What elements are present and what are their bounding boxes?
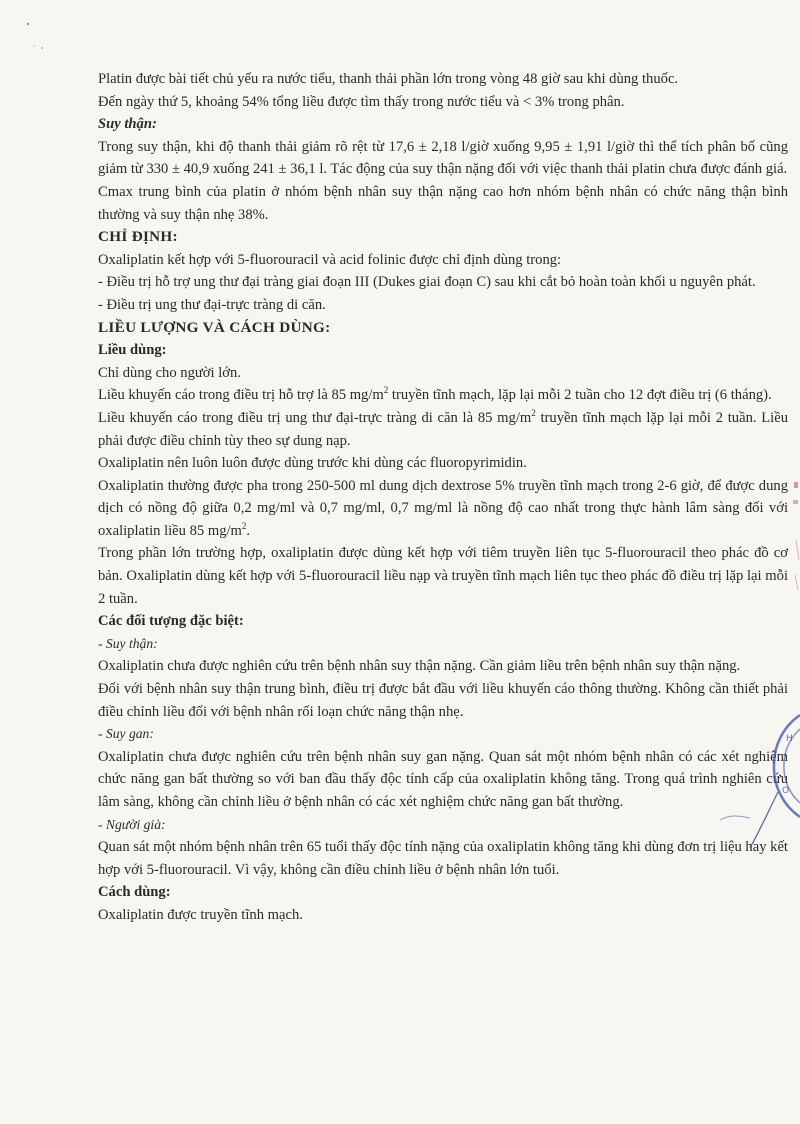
text-run: Liều khuyến cáo trong điều trị ung thư đại-trực tràng di căn là 85 mg/m bbox=[98, 409, 532, 426]
paragraph: Trong phần lớn trường hợp, oxaliplatin được dùng kết hợp với tiêm truyền liên tục 5-fluorouracil theo phác đồ cơ bản. Oxaliplatin dùng kết hợp với 5-fluorouracil liều nạp và truyền tĩnh mạch liên tục theo phác đồ điều trị lặp lại mỗi 2 tuần. bbox=[98, 545, 788, 607]
signature-stroke bbox=[700, 790, 780, 855]
paragraph bbox=[98, 475, 788, 543]
paragraph: Trong suy thận, khi độ thanh thải giảm rõ rệt từ 17,6 ± 2,18 l/giờ xuống 9,95 ± 1,91 l/giờ thì thể tích phân bố cũng giảm từ 330 ± 40,9 xuống 241 ± 36,1 l. Tác động của suy thận nặng đối với việc thanh thải platin chưa được đánh giá. bbox=[98, 138, 788, 178]
paragraph bbox=[98, 407, 788, 452]
edge-color-mark bbox=[786, 470, 800, 615]
paragraph: Quan sát một nhóm bệnh nhân trên 65 tuổi thấy độc tính nặng của oxaliplatin không tăng khi dùng đơn trị liệu hay kết hợp với 5-fluorouracil. Vì vậy, không cần điều chỉnh liều ở bệnh nhân lớn tuổi. bbox=[98, 839, 788, 878]
svg-text:H: H bbox=[786, 734, 793, 744]
paragraph: Oxaliplatin được truyền tĩnh mạch. bbox=[98, 906, 303, 923]
heading-lieu-dung: Liều dùng: bbox=[98, 342, 167, 359]
subheading-suy-than: - Suy thận: bbox=[98, 635, 158, 651]
paragraph: Đến ngày thứ 5, khoảng 54% tổng liều được tìm thấy trong nước tiểu và < 3% trong phân. bbox=[98, 93, 625, 110]
svg-text:O: O bbox=[782, 786, 790, 796]
paragraph: Platin được bài tiết chủ yếu ra nước tiểu, thanh thải phần lớn trong vòng 48 giờ sau khi dùng thuốc. bbox=[98, 71, 679, 87]
heading-lieu-luong: LIỀU LƯỢNG VÀ CÁCH DÙNG: bbox=[98, 318, 331, 336]
subheading-suy-gan: - Suy gan: bbox=[98, 726, 154, 742]
text-run: . bbox=[246, 522, 251, 539]
list-item: - Điều trị ung thư đại-trực tràng di căn. bbox=[98, 296, 326, 313]
paragraph: Đối với bệnh nhân suy thận trung bình, điều trị được bắt đầu với liều khuyến cáo thông thường. Không cần thiết phải điều chỉnh liều đối với bệnh nhân rối loạn chức năng thận nhẹ. bbox=[98, 681, 788, 720]
scan-specks bbox=[22, 20, 62, 65]
paragraph bbox=[98, 384, 788, 407]
list-item: - Điều trị hỗ trợ ung thư đại tràng giai đoạn III (Dukes giai đoạn C) sau khi cắt bỏ hoàn toàn khối u nguyên phát. bbox=[98, 274, 756, 291]
paragraph: Oxaliplatin chưa được nghiên cứu trên bệnh nhân suy gan nặng. Quan sát một nhóm bệnh nhân có các xét nghiệm chức năng gan bất thường so với ban đầu thấy độc tính cấp của oxaliplatin không tăng. Trong quá trình nghiên cứu lâm sàng, không cần chỉnh liều ở bệnh nhân có các xét nghiệm chức năng gan bất thường. bbox=[98, 748, 788, 810]
text-run: Oxaliplatin thường được pha trong 250-500 ml dung dịch dextrose 5% truyền tĩnh mạch trong 2-6 giờ, để được dung dịch có nồng độ giữa 0,2 mg/ml và 0,7 mg/ml, 0,7 mg/ml là nồng độ cao nhất trong thực hành lâm sàng đối với oxaliplatin liều 85 mg/m bbox=[98, 477, 788, 539]
heading-suy-than: Suy thận: bbox=[98, 116, 157, 133]
heading-chi-dinh: CHỈ ĐỊNH: bbox=[98, 228, 178, 246]
heading-doi-tuong-dac-biet: Các đối tượng đặc biệt: bbox=[98, 613, 244, 630]
text-run: Liều khuyến cáo trong điều trị hỗ trợ là 85 mg/m bbox=[98, 387, 384, 404]
subheading-nguoi-gia: - Người già: bbox=[98, 816, 166, 832]
superscript: 2 bbox=[383, 385, 389, 396]
paragraph: Cmax trung bình của platin ở nhóm bệnh nhân suy thận nặng cao hơn nhóm bệnh nhân có chức năng thận bình thường và suy thận nhẹ 38%. bbox=[98, 183, 788, 223]
heading-cach-dung: Cách dùng: bbox=[98, 884, 171, 901]
superscript: 2 bbox=[241, 521, 247, 532]
document-body bbox=[98, 68, 788, 927]
paragraph: Chỉ dùng cho người lớn. bbox=[98, 364, 241, 381]
paragraph: Oxaliplatin nên luôn luôn được dùng trước khi dùng các fluoropyrimidin. bbox=[98, 455, 527, 472]
text-run: truyền tĩnh mạch lặp lại mỗi 2 tuần. Liều phải được điều chỉnh tùy theo sự dung nạp. bbox=[98, 409, 789, 449]
paragraph: Oxaliplatin chưa được nghiên cứu trên bệnh nhân suy thận nặng. Cần giảm liều trên bệnh nhân suy thận nặng. bbox=[98, 658, 741, 675]
text-run: truyền tĩnh mạch, lặp lại mỗi 2 tuần cho 12 đợt điều trị (6 tháng). bbox=[388, 387, 772, 404]
superscript: 2 bbox=[531, 408, 536, 419]
paragraph: Oxaliplatin kết hợp với 5-fluorouracil và acid folinic được chỉ định dùng trong: bbox=[98, 251, 562, 268]
